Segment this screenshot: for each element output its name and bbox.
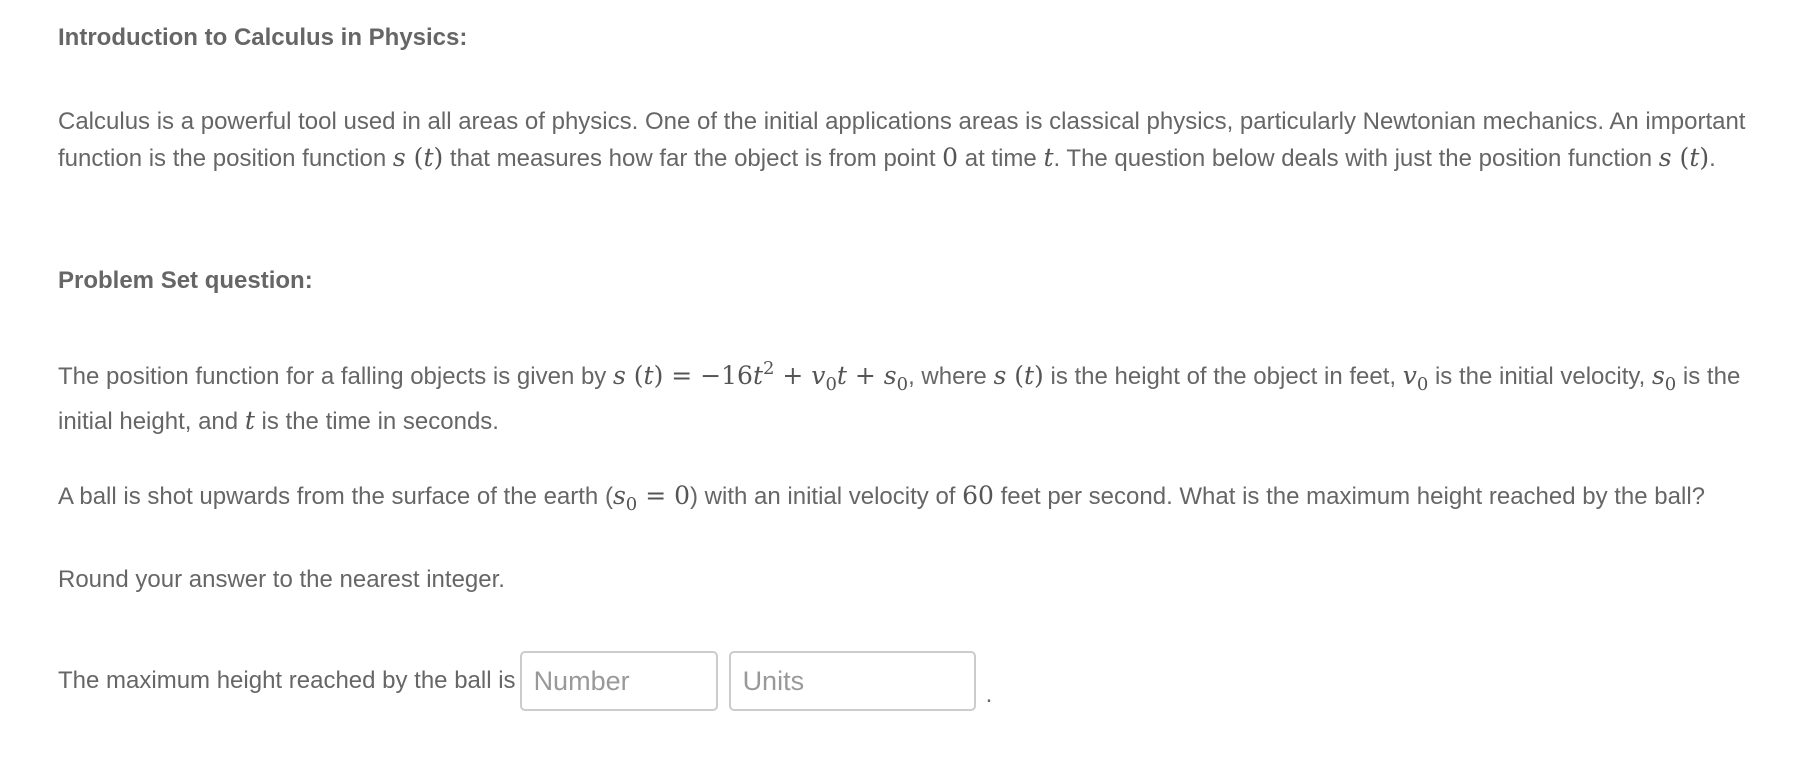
intro-text-2: that measures how far the object is from point [449,145,936,172]
problem-paragraph-2 [58,478,1746,523]
problem-text-6: is the time in seconds. [261,408,499,435]
answer-period: . [985,681,993,708]
problem-text-8: ) with an initial velocity of [690,483,956,510]
math-s0: $s_0$ [1651,361,1677,395]
problem-text-3: is the height of the object in feet, [1050,363,1397,390]
problem-paragraph-1 [58,358,1746,440]
math-sixty: 60 [962,481,994,510]
math-s-of-t: s (t) [993,361,1044,390]
problem-heading: Problem Set question: [58,267,313,294]
units-input[interactable] [729,651,976,711]
math-zero: 0 [942,143,959,172]
problem-text-2: , where [908,363,987,390]
intro-text-3: at time [964,145,1037,172]
math-v0: $v_0$ [1402,361,1429,395]
math-s-of-t: s (t) [1658,143,1710,172]
math-t: t [1043,143,1054,172]
problem-text-1: The position function for a falling objects is given by [58,363,607,390]
intro-text-5: . [1709,145,1716,172]
intro-paragraph [58,104,1746,177]
math-t: t [244,406,255,435]
problem-text-5: is the initial height, and [58,363,1741,435]
number-input[interactable] [520,651,718,711]
math-position-equation: s $(t) = -16t^2 + v_0t + s_0$ [612,358,909,395]
answer-prompt: The maximum height reached by the ball is [58,667,516,694]
problem-text-4: is the initial velocity, [1434,363,1646,390]
intro-heading: Introduction to Calculus in Physics: [58,24,468,51]
math-s0-equals-zero: $s_0 = 0$ [612,481,691,515]
answer-row [58,651,992,711]
round-instruction: Round your answer to the nearest integer. [58,566,505,593]
problem-text-7: A ball is shot upwards from the surface of the earth ( [58,483,613,510]
problem-text-9: feet per second. What is the maximum height reached by the ball? [1000,483,1706,510]
math-s-of-t: s (t) [392,143,444,172]
intro-text-4: . The question below deals with just the position function [1053,145,1653,172]
intro-text-1: Calculus is a powerful tool used in all areas of physics. One of the initial applications areas is classical physics, particularly Newtonian mechanics. An important function is the position function [58,108,1746,172]
